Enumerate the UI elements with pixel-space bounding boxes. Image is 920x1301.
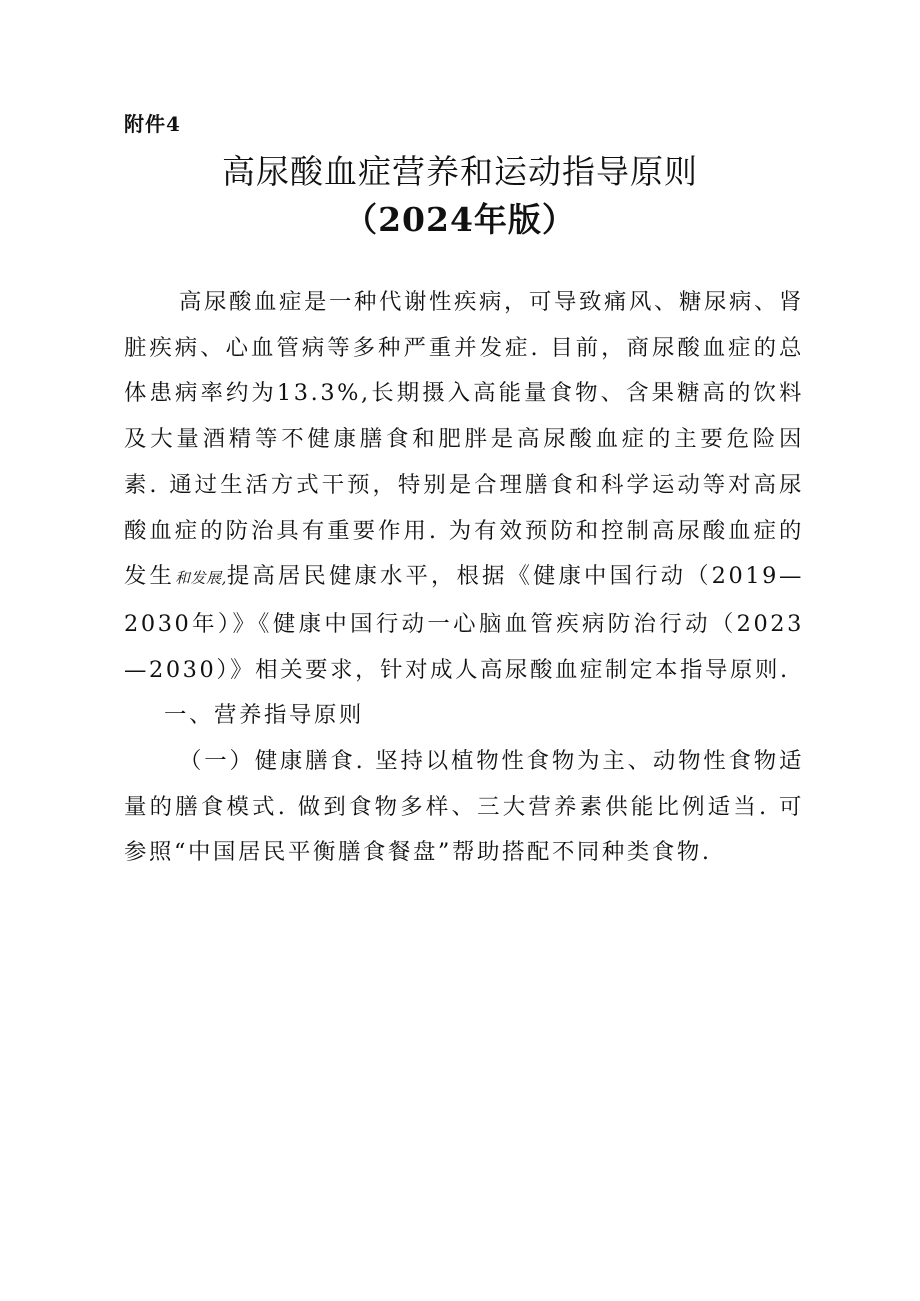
attachment-label: 附件4	[124, 112, 181, 136]
section-heading-nutrition: 一、营养指导原则	[164, 702, 364, 729]
intro-inline-note: 和发展,	[175, 569, 227, 588]
document-title: 高尿酸血症营养和运动指导原则	[222, 152, 698, 191]
intro-text-part2: 提高居民健康水平，根据《健康中国行动（2019—2030年）》《健康中国行动一心脑血管疾病防治行动（2023—2030）》相关要求，针对成人高尿酸血症制定本指导原则.	[124, 563, 804, 683]
item-healthy-diet: （一）健康膳食. 坚持以植物性食物为主、动物性食物适量的膳食模式. 做到食物多样、三大营养素供能比例适当. 可参照“中国居民平衡膳食餐盘”帮助搭配不同种类食物.	[124, 748, 804, 866]
document-subtitle: （2024年版）	[344, 200, 576, 239]
intro-text-part1: 高尿酸血症是一种代谢性疾病，可导致痛风、糖尿病、肾脏疾病、心血管病等多种严重并发症. 目前，商尿酸血症的总体患病率约为13.3%,长期摄入高能量食物、含果糖高的饮料及大量酒精等不健康膳食和肥胖是高尿酸血症的主要危险因素. 通过生活方式干预，特别是合理膳食和科学运动等对高尿酸血症的防治具有重要作用. 为有效预防和控制高尿酸血症的发生	[124, 289, 804, 590]
intro-paragraph	[124, 280, 804, 693]
document-body	[124, 280, 804, 876]
